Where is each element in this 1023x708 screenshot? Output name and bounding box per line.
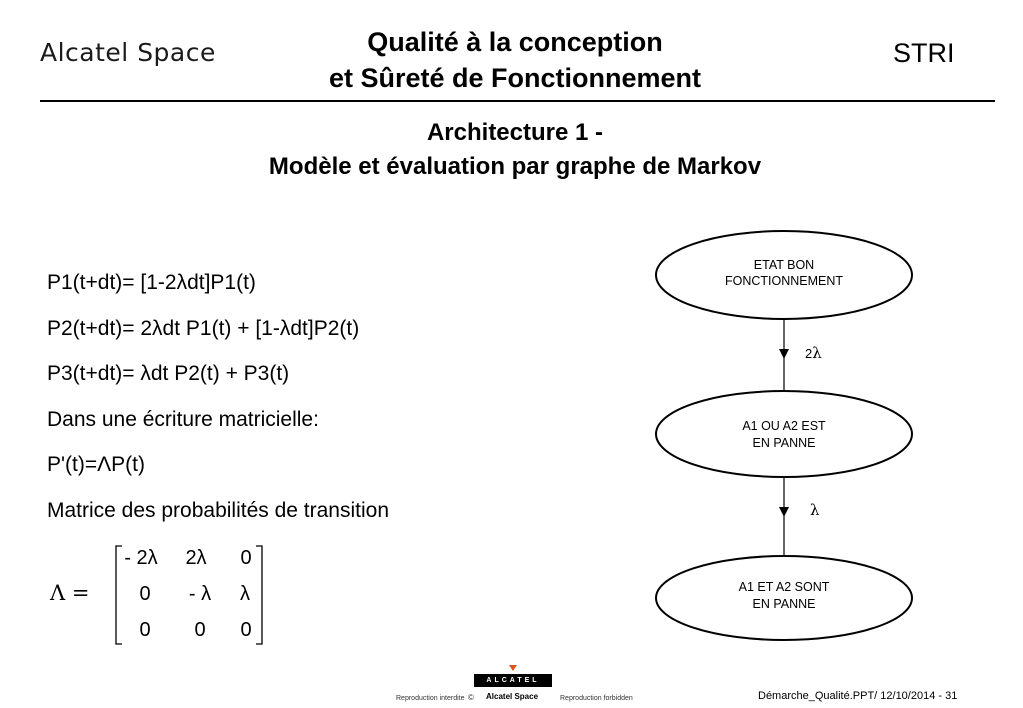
- transition-coef: 2: [805, 346, 813, 361]
- footer-right-note: Reproduction forbidden: [560, 695, 633, 702]
- footer-brand: Alcatel Space: [486, 692, 539, 701]
- state-label-line-2: EN PANNE: [752, 436, 816, 450]
- equation-p2: P2(t+dt)= 2λdt P1(t) + [1-λdt]P2(t): [47, 316, 360, 340]
- subtitle-line-2: Modèle et évaluation par graphe de Markov: [268, 153, 762, 180]
- matrix-intro-text: Dans une écriture matricielle:: [47, 407, 319, 431]
- arrowhead-icon: [779, 349, 789, 359]
- state-label-line-1: A1 OU A2 EST: [742, 419, 826, 433]
- page-title-line-1: Qualité à la conception: [367, 27, 663, 57]
- arrowhead-icon: [779, 507, 789, 517]
- transition-matrix: [108, 540, 268, 650]
- matrix-cell: 0: [139, 619, 151, 641]
- matrix-right-bracket: [256, 546, 262, 644]
- markov-graph: [650, 222, 920, 652]
- matrix-left-bracket: [116, 546, 122, 644]
- slide-subtitle: [100, 116, 930, 184]
- alcatel-space-logo: Alcatel Space: [40, 38, 216, 67]
- header-divider: [40, 100, 995, 102]
- markov-state-total-failure: [656, 556, 912, 640]
- matrix-cell: 0: [194, 619, 206, 641]
- transition-matrix-caption: Matrice des probabilités de transition: [47, 498, 390, 522]
- matrix-lambda-label: Λ =: [50, 581, 90, 605]
- footer-left-note: Reproduction interdite: [396, 695, 465, 702]
- matrix-cell: λ: [240, 583, 250, 605]
- transition-rate-1: [805, 344, 822, 362]
- equation-p3: P3(t+dt)= λdt P2(t) + P3(t): [47, 362, 290, 385]
- markov-state-partial-failure: [656, 391, 912, 477]
- alcatel-brand-box: ALCATEL: [474, 674, 552, 687]
- footer-doc-reference: Démarche_Qualité.PPT/ 12/10/2014 - 31: [758, 690, 958, 702]
- page-title-line-2: et Sûreté de Fonctionnement: [328, 63, 702, 93]
- matrix-cell: 0: [240, 547, 252, 569]
- subtitle-line-1: Architecture 1 -: [426, 119, 604, 146]
- matrix-cell: 2λ: [185, 547, 207, 569]
- lambda-symbol: λ: [812, 344, 822, 362]
- state-label-line-1: ETAT BON: [753, 258, 815, 272]
- matrix-cell: - λ: [188, 583, 212, 605]
- matrix-equation: P'(t)=ΛP(t): [47, 453, 145, 476]
- transition-rate-2: [810, 501, 820, 519]
- equation-list: [47, 260, 389, 533]
- matrix-cell: - 2λ: [124, 547, 158, 569]
- alcatel-mark-icon: [509, 665, 517, 671]
- lambda-symbol: λ: [810, 501, 820, 519]
- matrix-cell: 0: [139, 583, 151, 605]
- state-label-line-2: EN PANNE: [752, 597, 816, 611]
- equation-p1: P1(t+dt)= [1-2λdt]P1(t): [47, 271, 256, 294]
- state-label-line-1: A1 ET A2 SONT: [738, 580, 830, 594]
- page-title: [250, 24, 780, 96]
- state-label-line-2: FONCTIONNEMENT: [724, 274, 844, 288]
- markov-state-good: [656, 231, 912, 319]
- copyright-symbol: ©: [468, 693, 474, 702]
- header-code: STRI: [893, 38, 955, 68]
- matrix-cell: 0: [240, 619, 252, 641]
